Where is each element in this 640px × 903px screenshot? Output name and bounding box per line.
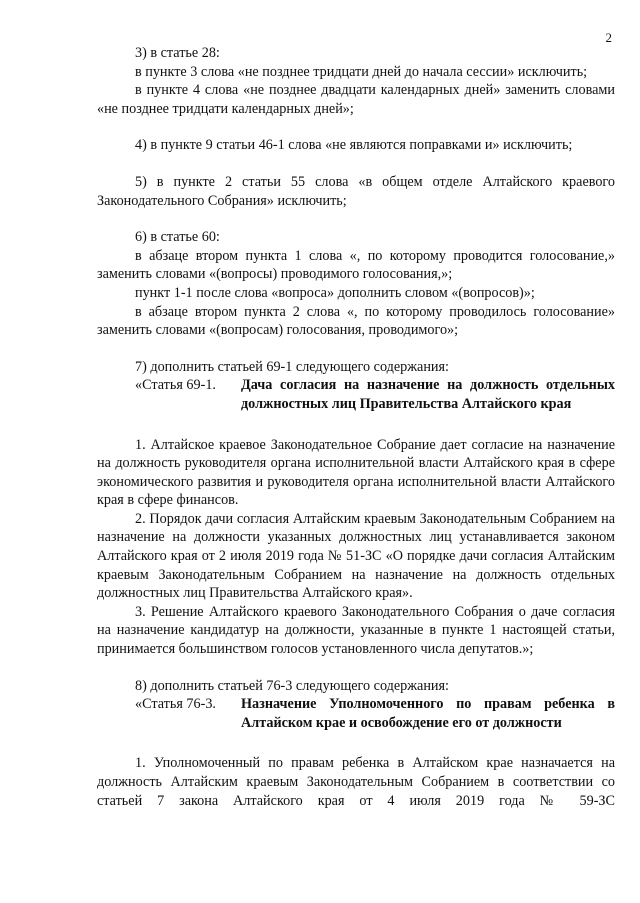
paragraph: 5) в пункте 2 статьи 55 слова «в общем отделе Алтайского краевого Законодательного Собрания» исключить; (97, 173, 615, 209)
paragraph: пункт 1-1 после слова «вопроса» дополнить словом «(вопросов)»; (135, 284, 535, 301)
paragraph: 1. Уполномоченный по правам ребенка в Алтайском крае назначается на должность Алтайским краевым Законодательным Собранием в соответствии со статьей 7 закона Алтайского края от 4 июля 2019 года № 59-ЗС (97, 755, 615, 809)
paragraph: 7) дополнить статьей 69-1 следующего содержания: (135, 358, 449, 375)
article-69-1-heading (97, 376, 615, 413)
page-number: 2 (605, 30, 612, 45)
paragraph: в пункте 3 слова «не позднее тридцати дней до начала сессии» исключить; (135, 63, 588, 80)
paragraph: в абзаце втором пункта 2 слова «, по которому проводилось голосование» заменить словами «(вопросам) голосования, проводимого»; (97, 303, 615, 339)
document-body (97, 44, 615, 810)
article-76-3-heading (97, 695, 615, 732)
paragraph: 6) в статье 60: (135, 229, 220, 246)
paragraph: 3. Решение Алтайского краевого Законодательного Собрания о даче согласия на назначение кандидатур на должности, указанные в пункте 1 настоящей статьи, принимается большинством голосов установленного числа депутатов.»; (97, 603, 615, 658)
paragraph: 8) дополнить статьей 76-3 следующего содержания: (135, 677, 449, 694)
article-title: Дача согласия на назначение на должность отдельных должностных лиц Правительства Алтайского края (241, 377, 615, 412)
paragraph: 2. Порядок дачи согласия Алтайским краевым Законодательным Собранием на назначение на должности указанных должностных лиц устанавливается законом Алтайского края от 2 июля 2019 года № 51-ЗС «О порядке дачи согласия Алтайским краевым Законодательным Собранием на назначение на должность отдельных должностных лиц Правительства Алтайского края». (97, 510, 615, 602)
paragraph: в пункте 4 слова «не позднее двадцати календарных дней» заменить словами «не позднее тридцати календарных дней»; (97, 82, 615, 117)
paragraph: в абзаце втором пункта 1 слова «, по которому проводится голосование,» заменить словами «(вопросы) проводимого голосования,»; (97, 247, 615, 283)
article-title: Назначение Уполномоченного по правам ребенка в Алтайском крае и освобождение его от должности (241, 696, 615, 731)
paragraph: 1. Алтайское краевое Законодательное Собрание дает согласие на назначение на должность руководителя органа исполнительной власти Алтайского края в сфере экономического развития и руководителя органа исполнительной власти Алтайского края в сфере финансов. (97, 436, 615, 509)
paragraph: 4) в пункте 9 статьи 46-1 слова «не являются поправками и» исключить; (135, 137, 573, 154)
paragraph: 3) в статье 28: (135, 45, 220, 61)
article-number: «Статья 69-1. (135, 377, 216, 394)
article-number: «Статья 76-3. (135, 696, 216, 713)
